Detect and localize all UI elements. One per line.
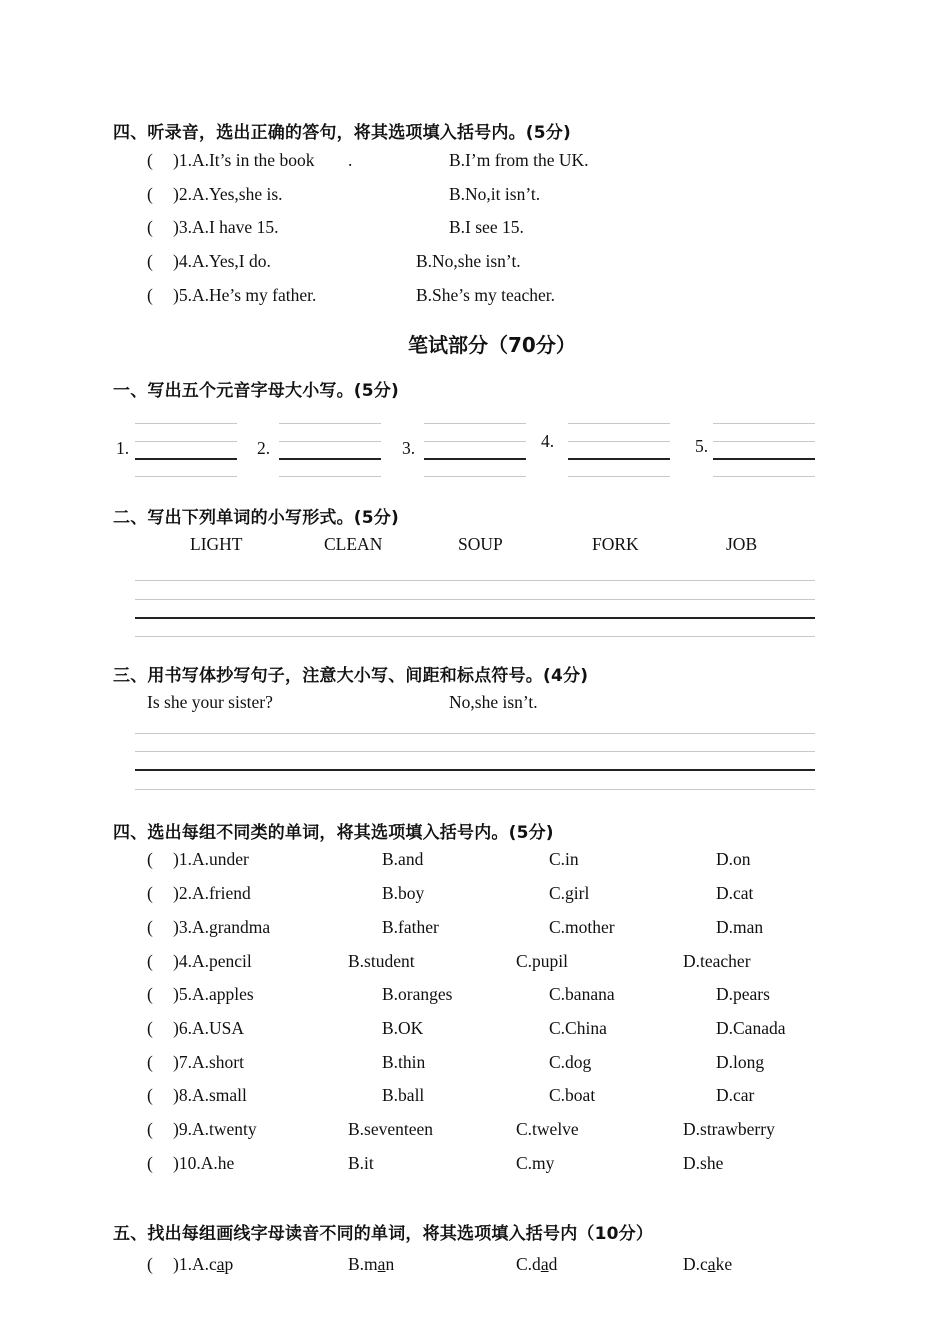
option-a: )6.A.USA xyxy=(173,1018,244,1038)
option-a: )8.A.small xyxy=(173,1085,247,1105)
answer-bracket[interactable]: ( xyxy=(147,1052,153,1072)
option-b: B.She’s my teacher. xyxy=(416,285,556,305)
uppercase-word: SOUP xyxy=(458,534,503,554)
option-a: )10.A.he xyxy=(173,1153,235,1173)
option-b: B.and xyxy=(382,849,424,869)
uppercase-word: LIGHT xyxy=(190,534,243,554)
option-a: )5.A.apples xyxy=(173,984,254,1004)
uppercase-word: JOB xyxy=(726,534,758,554)
blank-number: 4. xyxy=(541,431,555,451)
option-a: )3.A.grandma xyxy=(173,917,271,937)
option-c: C.mother xyxy=(549,917,615,937)
option-d: D.Canada xyxy=(716,1018,786,1038)
written-part-title: 笔试部分（70分） xyxy=(408,333,576,357)
option-b: B.seventeen xyxy=(348,1119,434,1139)
option-d: D.teacher xyxy=(683,951,751,971)
option-b: B.man xyxy=(348,1254,395,1274)
option-d: D.on xyxy=(716,849,751,869)
answer-bracket[interactable]: ( xyxy=(147,1119,153,1139)
answer-bracket[interactable]: ( xyxy=(147,984,153,1004)
section3-heading: 三、用书写体抄写句子，注意大小写、间距和标点符号。(4分) xyxy=(113,666,589,686)
option-d: D.strawberry xyxy=(683,1119,775,1139)
option-c: C.boat xyxy=(549,1085,596,1105)
section5-heading: 五、找出每组画线字母读音不同的单词，将其选项填入括号内（10分） xyxy=(113,1224,654,1244)
option-d: D.pears xyxy=(716,984,770,1004)
option-a: )7.A.short xyxy=(173,1052,244,1072)
answer-bracket[interactable]: ( xyxy=(147,150,153,170)
option-c: C.banana xyxy=(549,984,615,1004)
option-c: C.in xyxy=(549,849,579,869)
option-b: B.boy xyxy=(382,883,425,903)
uppercase-word: FORK xyxy=(592,534,639,554)
listening-heading: 四、听录音，选出正确的答句，将其选项填入括号内。(5分) xyxy=(113,123,571,143)
option-d: D.she xyxy=(683,1153,724,1173)
option-a: )4.A.pencil xyxy=(173,951,252,971)
option-a: )3.A.I have 15. xyxy=(173,217,279,237)
answer-bracket[interactable]: ( xyxy=(147,1085,153,1105)
option-a: )4.A.Yes,I do. xyxy=(173,251,271,271)
answer-bracket[interactable]: ( xyxy=(147,1254,153,1274)
answer-bracket[interactable]: ( xyxy=(147,251,153,271)
option-a: )5.A.He’s my father. xyxy=(173,285,317,305)
option-d: D.car xyxy=(716,1085,755,1105)
option-d: D.cat xyxy=(716,883,754,903)
option-b: B.No,it isn’t. xyxy=(449,184,541,204)
blank-number: 3. xyxy=(402,438,416,458)
answer-bracket[interactable]: ( xyxy=(147,184,153,204)
section4-heading: 四、选出每组不同类的单词，将其选项填入括号内。(5分) xyxy=(113,823,554,843)
option-d: D.long xyxy=(716,1052,765,1072)
answer-bracket[interactable]: ( xyxy=(147,217,153,237)
option-b: B.father xyxy=(382,917,439,937)
answer-bracket[interactable]: ( xyxy=(147,1018,153,1038)
option-c: C.twelve xyxy=(516,1119,579,1139)
answer-bracket[interactable]: ( xyxy=(147,917,153,937)
sentence-to-copy: No,she isn’t. xyxy=(449,692,538,712)
option-b: B.I see 15. xyxy=(449,217,524,237)
option-b: B.ball xyxy=(382,1085,425,1105)
option-c: C.my xyxy=(516,1153,555,1173)
option-d: D.man xyxy=(716,917,764,937)
option-c: C.pupil xyxy=(516,951,569,971)
uppercase-word: CLEAN xyxy=(324,534,383,554)
option-b: B.I’m from the UK. xyxy=(449,150,589,170)
option-a: )1.A.cap xyxy=(173,1254,234,1274)
option-b: B.student xyxy=(348,951,415,971)
answer-bracket[interactable]: ( xyxy=(147,285,153,305)
option-a: )1.A.It’s in the book xyxy=(173,150,315,170)
option-c: C.China xyxy=(549,1018,607,1038)
option-b: B.OK xyxy=(382,1018,424,1038)
option-b: B.it xyxy=(348,1153,374,1173)
section1-heading: 一、写出五个元音字母大小写。(5分) xyxy=(113,381,399,401)
answer-bracket[interactable]: ( xyxy=(147,951,153,971)
option-b: B.oranges xyxy=(382,984,453,1004)
answer-bracket[interactable]: ( xyxy=(147,1153,153,1173)
answer-bracket[interactable]: ( xyxy=(147,883,153,903)
option-c: C.dog xyxy=(549,1052,592,1072)
section2-heading: 二、写出下列单词的小写形式。(5分) xyxy=(113,508,399,528)
option-a: )1.A.under xyxy=(173,849,249,869)
blank-number: 1. xyxy=(116,438,130,458)
sentence-to-copy: Is she your sister? xyxy=(147,692,273,712)
option-c: C.girl xyxy=(549,883,590,903)
stray-dot: . xyxy=(348,150,353,170)
option-c: C.dad xyxy=(516,1254,558,1274)
option-a: )2.A.Yes,she is. xyxy=(173,184,283,204)
blank-number: 5. xyxy=(695,436,709,456)
option-a: )9.A.twenty xyxy=(173,1119,257,1139)
option-a: )2.A.friend xyxy=(173,883,251,903)
option-b: B.No,she isn’t. xyxy=(416,251,521,271)
blank-number: 2. xyxy=(257,438,271,458)
option-d: D.cake xyxy=(683,1254,733,1274)
answer-bracket[interactable]: ( xyxy=(147,849,153,869)
option-b: B.thin xyxy=(382,1052,426,1072)
